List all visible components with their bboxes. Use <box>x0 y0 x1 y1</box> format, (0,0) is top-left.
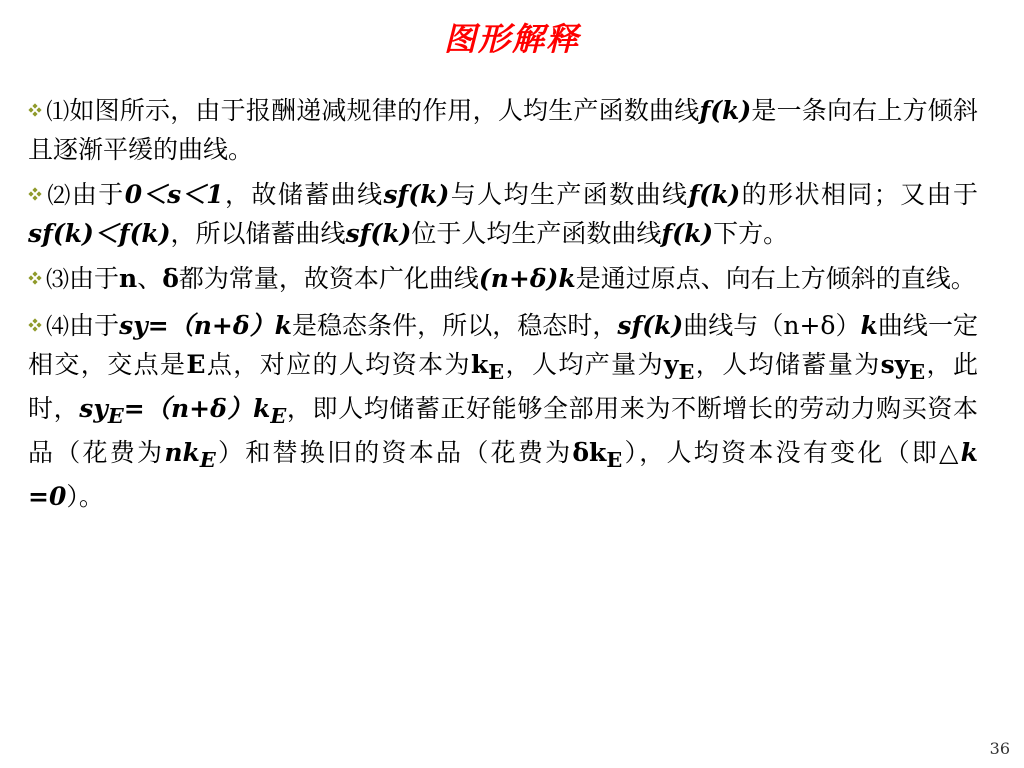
bullet-point <box>28 260 978 299</box>
point-text: 的形状相同；又由于 <box>740 180 978 209</box>
point-text: nk <box>164 438 200 467</box>
point-text: ，人均产量为 <box>504 350 664 379</box>
slide-title: 图形解释 <box>443 20 580 58</box>
bullet-point <box>28 92 978 168</box>
point-text: ）。 <box>66 482 104 511</box>
point-text: ，人均储蓄量为 <box>694 350 881 379</box>
point-text: 曲线与（n+δ） <box>683 311 861 340</box>
four-diamond-bullet-icon <box>28 318 42 332</box>
point-text: sf(k) <box>617 311 684 340</box>
four-diamond-bullet-icon <box>28 271 42 285</box>
subscript-text: E <box>199 447 216 472</box>
point-text: n <box>119 264 138 293</box>
point-text: 是通过原点、向右上方倾斜的直线。 <box>575 264 976 293</box>
point-text: sy <box>79 394 108 423</box>
point-number: ⑴ <box>46 99 70 125</box>
point-text: 是稳态条件，所以，稳态时， <box>291 311 618 340</box>
point-text: 点，对应的人均资本为 <box>205 350 471 379</box>
point-text: sf(k) <box>383 180 450 209</box>
subscript-text: E <box>678 359 695 384</box>
point-text: 下方。 <box>713 219 789 248</box>
point-text: 都为常量，故资本广化曲线 <box>178 264 479 293</box>
four-diamond-bullet-icon <box>28 103 42 117</box>
point-text: k <box>860 311 878 340</box>
point-text: E <box>186 350 206 379</box>
bullet-point <box>28 176 978 252</box>
point-text: =（n+δ）k <box>123 394 271 423</box>
point-text: f(k) <box>688 180 741 209</box>
point-text: k =0 <box>28 438 978 511</box>
point-text: 位于人均生产函数曲线 <box>411 219 662 248</box>
point-text: (n+δ)k <box>478 264 576 293</box>
point-text: 由于 <box>69 311 120 340</box>
point-text: sf(k)＜f(k) <box>28 219 171 248</box>
point-text: f(k) <box>699 96 752 125</box>
subscript-text: E <box>107 403 124 428</box>
point-text: δk <box>572 438 607 467</box>
point-text: y <box>663 350 679 379</box>
point-text: ，故储蓄曲线 <box>223 180 384 209</box>
point-text: 0＜s＜1 <box>124 180 224 209</box>
point-number: ⑷ <box>46 314 70 340</box>
four-diamond-bullet-icon <box>28 187 42 201</box>
point-text: k <box>470 350 489 379</box>
point-text: ，所以储蓄曲线 <box>170 219 346 248</box>
point-text: 与人均生产函数曲线 <box>449 180 689 209</box>
point-text: ，此时， <box>28 350 978 423</box>
point-text: ），人均资本没有变化（即△ <box>622 438 961 467</box>
bullet-point <box>28 307 978 515</box>
subscript-text: E <box>488 359 505 384</box>
point-text: f(k) <box>661 219 714 248</box>
subscript-text: E <box>909 359 926 384</box>
point-text: δ <box>162 264 179 293</box>
subscript-text: E <box>270 403 287 428</box>
point-text: 、 <box>137 264 163 293</box>
point-text: 如图所示，由于报酬递减规律的作用，人均生产函数曲线 <box>69 96 700 125</box>
point-text: 是一条向右上方倾斜且逐渐平缓的曲线。 <box>28 96 978 164</box>
page-number: 36 <box>989 739 1010 758</box>
slide-body <box>28 92 978 523</box>
point-text: ，即人均储蓄正好能够全部用来为不断增长的劳动力购买资本品（花费为 <box>28 394 978 467</box>
point-number: ⑶ <box>46 267 69 293</box>
point-text: 曲线一定相交，交点是 <box>28 311 978 379</box>
point-text: ）和替换旧的资本品（花费为 <box>215 438 573 467</box>
point-text: sy=（n+δ）k <box>119 311 292 340</box>
point-text: sy <box>880 350 910 379</box>
point-text: 由于 <box>71 180 125 209</box>
point-number: ⑵ <box>46 183 72 209</box>
point-text: sf(k) <box>345 219 412 248</box>
point-text: 由于 <box>69 264 120 293</box>
subscript-text: E <box>606 447 623 472</box>
